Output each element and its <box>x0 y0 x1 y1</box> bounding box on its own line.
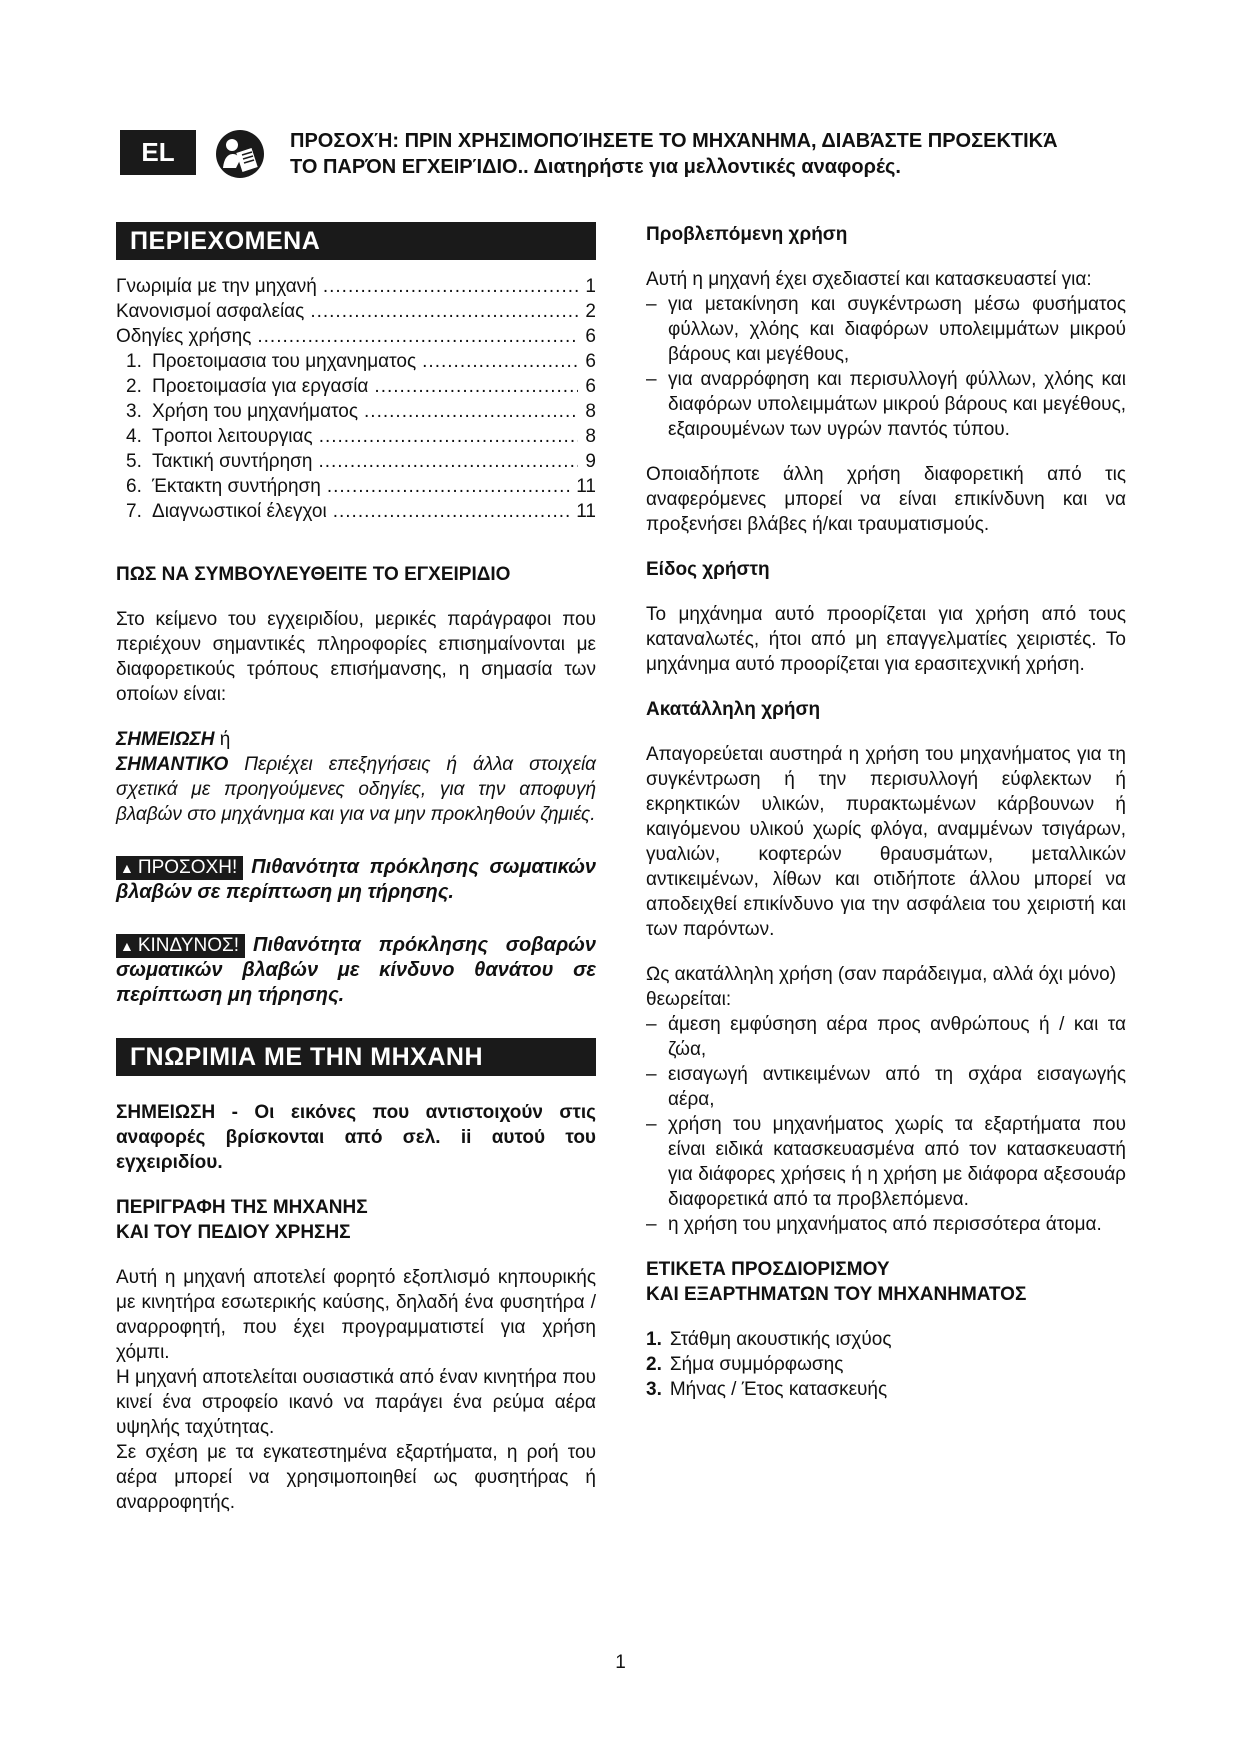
intended-heading: Προβλεπόμενη χρήση <box>646 224 848 245</box>
warning-triangle-icon: ▲ <box>120 860 134 876</box>
intended-list <box>646 292 1126 442</box>
left-column <box>116 222 596 1515</box>
intended-intro: Αυτή η μηχανή έχει σχεδιαστεί και κατασκευαστεί για: <box>646 269 1092 290</box>
right-column <box>646 222 1126 1402</box>
caution-text: Πιθανότητα πρόκλησης σωματικών βλαβών σε περίπτωση μη τήρησης. <box>116 856 596 903</box>
note-important-block <box>116 727 596 827</box>
list-item: 1. Στάθμη ακουστικής ισχύος <box>646 1329 892 1350</box>
danger-text: Πιθανότητα πρόκλησης σοβαρών σωματικών βλαβών με κίνδυνο θανάτου σε περίπτωση μη τήρησης. <box>116 934 596 1006</box>
toc-entry[interactable] <box>116 299 596 324</box>
label-heading-1: ΕΤΙΚΕΤΑ ΠΡΟΣΔΙΟΡΙΣΜΟΥ <box>646 1259 890 1280</box>
user-type-text: Το μηχάνημα αυτό προορίζεται για χρήση από τους καταναλωτές, ήτοι από μη επαγγελματίες χειριστές. Το μηχάνημα αυτό προορίζεται για ερασιτεχνική χρήση. <box>646 604 1126 675</box>
toc-entry-label: Χρήση του μηχανήματος <box>152 401 359 422</box>
note-label: ΣΗΜΕΙΩΣΗ <box>116 729 215 750</box>
label-heading-2: ΚΑΙ ΕΞΑΡΤΗΜΑΤΩΝ ΤΟΥ ΜΗΧΑΝΗΜΑΤΟΣ <box>646 1284 1027 1305</box>
user-type-heading: Είδος χρήστη <box>646 559 770 580</box>
warning-triangle-icon: ▲ <box>120 938 134 954</box>
intro-note: ΣΗΜΕΙΩΣΗ - Οι εικόνες που αντιστοιχούν στις αναφορές βρίσκονται από σελ. ii αυτού του εγχειριδίου. <box>116 1102 596 1173</box>
label-list <box>646 1327 1126 1402</box>
toc-entry-page: 9 <box>585 451 596 472</box>
toc-entry-label: Οδηγίες χρήσης <box>116 326 252 347</box>
caution-tag: ▲ ΠΡΟΣΟΧΗ! <box>116 856 243 880</box>
intended-other: Οποιαδήποτε άλλη χρήση διαφορετική από τις αναφερόμενες μπορεί να είναι επικίνδυνη και να προξενήσει βλάβες ή/και τραυματισμούς. <box>646 464 1126 535</box>
desc-paragraph-2: Η μηχανή αποτελείται ουσιαστικά από έναν κινητήρα που κινεί ένα στροφείο ικανό να παράγει ένα ρεύμα αέρα υψηλής ταχύτητας. <box>116 1367 596 1438</box>
list-item: – για μετακίνηση και συγκέντρωση μέσω φυσήματος φύλλων, χλόης και διαφόρων υπολειμμάτων μικρού βάρους και μεγέθους, <box>646 292 1126 367</box>
toc-entry[interactable] <box>116 349 596 374</box>
toc-entry[interactable] <box>116 449 596 474</box>
danger-tag: ▲ ΚΙΝΔΥΝΟΣ! <box>116 934 245 958</box>
toc-entry-label: Προετοιμασία για εργασία <box>152 376 369 397</box>
toc-entry-page: 6 <box>585 351 596 372</box>
toc-entry-label: Έκτακτη συντήρηση <box>152 476 321 497</box>
toc-entry-number: 3. <box>126 401 142 422</box>
toc-entry[interactable] <box>116 424 596 449</box>
toc-entry-page: 11 <box>576 476 596 497</box>
note-text: Περιέχει επεξηγήσεις ή άλλα στοιχεία σχετικά με προηγούμενες οδηγίες, για την αποφυγή βλαβών στο μηχάνημα και για να μην προκληθούν ζημιές. <box>116 754 596 825</box>
improper-text: Απαγορεύεται αυστηρά η χρήση του μηχανήματος για τη συγκέντρωση ή την περισυλλογή εύφλεκτων ή εκρηκτικών υλικών, πυρακτωμένων κάρβουνων ή καιγόμενου υλικού χωρίς φλόγα, αναμμένων τσιγάρων, γυαλιών, κοφτερών θραυσμάτων, μεταλλικών αντικειμένων, λίθων και οτιδήποτε άλλου μπορεί να αποδειχθεί επικίνδυνο για την ασφάλεια του χειριστή και των παρόντων. <box>646 744 1126 940</box>
list-item: 3. Μήνας / Έτος κατασκευής <box>646 1379 888 1400</box>
toc-entry-label: Γνωριμία με την μηχανή <box>116 276 317 297</box>
danger-block <box>116 933 596 1008</box>
list-item: – εισαγωγή αντικειμένων από τη σχάρα εισαγωγής αέρα, <box>646 1062 1126 1112</box>
toc-entry-label: Τροποι λειτουργιας <box>152 426 313 447</box>
improper-list <box>646 1012 1126 1237</box>
toc-entry-page: 8 <box>585 401 596 422</box>
list-item: – η χρήση του μηχανήματος από περισσότερα άτομα. <box>646 1212 1126 1237</box>
toc-entry[interactable] <box>116 324 596 349</box>
toc-entry-label: Προετοιμασια του μηχανηματος <box>152 351 417 372</box>
desc-paragraph-1: Αυτή η μηχανή αποτελεί φορητό εξοπλισμό κηπουρικής με κινητήρα εσωτερικής καύσης, δηλαδή ένα φυσητήρα / αναρροφητή, που έχει προγραμματιστεί για χρήση χόμπι. <box>116 1267 596 1363</box>
toc-entry-page: 6 <box>585 376 596 397</box>
toc-entry-number: 5. <box>126 451 142 472</box>
important-label: ΣΗΜΑΝΤΙΚΟ <box>116 754 229 775</box>
toc-entry[interactable] <box>116 499 596 524</box>
toc-title: ΠΕΡΙΕΧΟΜΕΝΑ <box>116 222 596 260</box>
toc-entry-number: 2. <box>126 376 142 397</box>
note-or: ή <box>219 729 231 750</box>
toc-entry-number: 7. <box>126 501 142 522</box>
toc-entry-number: 6. <box>126 476 142 497</box>
toc-entry-page: 1 <box>585 276 596 297</box>
table-of-contents <box>116 274 596 524</box>
caution-block <box>116 855 596 905</box>
page-number: 1 <box>615 1652 626 1673</box>
toc-entry-number: 4. <box>126 426 142 447</box>
toc-entry-page: 8 <box>585 426 596 447</box>
improper-heading: Ακατάλληλη χρήση <box>646 699 821 720</box>
toc-entry[interactable] <box>116 274 596 299</box>
toc-entry-page: 2 <box>585 301 596 322</box>
toc-entry[interactable] <box>116 399 596 424</box>
desc-heading-2: ΚΑΙ ΤΟΥ ΠΕΔΙΟΥ ΧΡΗΣΗΣ <box>116 1222 351 1243</box>
consult-text: Στο κείμενο του εγχειριδίου, μερικές παράγραφοι που περιέχουν σημαντικές πληροφορίες επισημαίνονται με διαφορετικούς τρόπους επισήμανσης, η σημασία των οποίων είναι: <box>116 609 596 705</box>
toc-entry-page: 6 <box>585 326 596 347</box>
improper-list-intro: Ως ακατάλληλη χρήση (σαν παράδειγμα, αλλά όχι μόνο) θεωρείται: <box>646 964 1117 1010</box>
intro-title: ΓΝΩΡΙΜΙΑ ΜΕ ΤΗΝ ΜΗΧΑΝΗ <box>116 1038 596 1076</box>
toc-entry-number: 1. <box>126 351 142 372</box>
desc-heading-1: ΠΕΡΙΓΡΑΦΗ ΤΗΣ ΜΗΧΑΝΗΣ <box>116 1197 368 1218</box>
consult-heading: ΠΩΣ ΝΑ ΣΥΜΒΟΥΛΕΥΘΕΙΤΕ ΤΟ ΕΓΧΕΙΡΙΔΙΟ <box>116 564 511 585</box>
list-item: – για αναρρόφηση και περισυλλογή φύλλων, χλόης και διαφόρων υπολειμμάτων μικρού βάρους και μεγέθους, εξαιρουμένων των υγρών παντός τύπου. <box>646 367 1126 442</box>
toc-entry-label: Διαγνωστικοί έλεγχοι <box>152 501 327 522</box>
header-warning <box>290 128 1140 180</box>
toc-entry-label: Κανονισμοί ασφαλείας <box>116 301 305 322</box>
desc-paragraph-3: Σε σχέση με τα εγκατεστημένα εξαρτήματα, η ροή του αέρα μπορεί να χρησιμοποιηθεί ως φυσητήρας ή αναρροφητής. <box>116 1442 596 1513</box>
header-warning-line1: ΠΡΟΣΟΧΉ: ΠΡΙΝ ΧΡΗΣΙΜΟΠΟΊΗΣΕΤΕ ΤΟ ΜΗΧΆΝΗΜΑ, ΔΙΑΒΆΣΤΕ ΠΡΟΣΕΚΤΙΚΆ <box>290 130 1058 152</box>
list-item: 2. Σήμα συμμόρφωσης <box>646 1354 844 1375</box>
toc-entry[interactable] <box>116 474 596 499</box>
list-item: – άμεση εμφύσηση αέρα προς ανθρώπους ή / και τα ζώα, <box>646 1012 1126 1062</box>
toc-entry-page: 11 <box>576 501 596 522</box>
read-manual-icon <box>214 128 266 180</box>
header-warning-line2: ΤΟ ΠΑΡΌΝ ΕΓΧΕΙΡΊΔΙΟ.. Διατηρήστε για μελλοντικές αναφορές. <box>290 156 901 178</box>
toc-entry[interactable] <box>116 374 596 399</box>
language-badge: EL <box>120 130 196 175</box>
toc-entry-label: Τακτική συντήρηση <box>152 451 313 472</box>
list-item: – χρήση του μηχανήματος χωρίς τα εξαρτήματα που είναι ειδικά κατασκευασμένα από τον κατασκευαστή για διάφορες χρήσεις ή η χρήση με διάφορα αξεσουάρ διαφορετικά από τα προβλεπόμενα. <box>646 1112 1126 1212</box>
